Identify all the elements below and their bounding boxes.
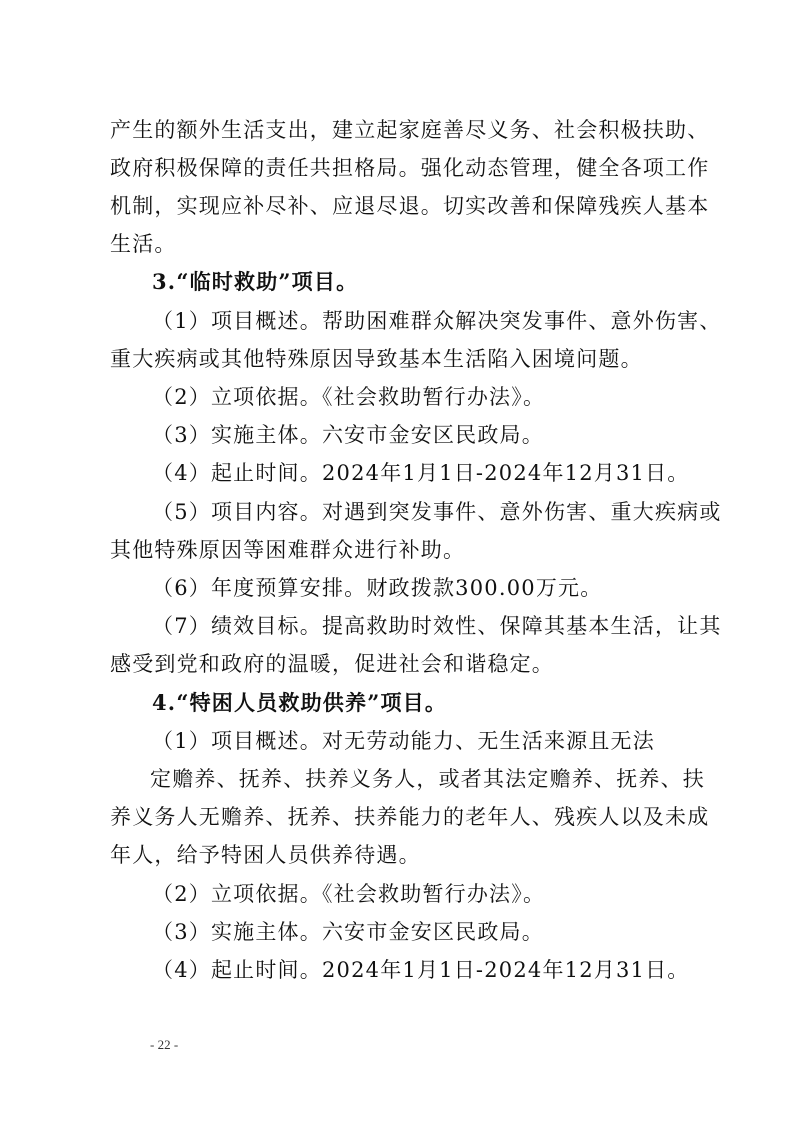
body-text-line: （2）立项依据。《社会救助暂行办法》。 [152, 882, 546, 906]
body-text-line: （4）起止时间。2024年1月1日-2024年12月31日。 [152, 958, 690, 982]
body-text-line: 生活。 [110, 232, 177, 256]
body-text-line: （3）实施主体。六安市金安区民政局。 [152, 920, 544, 944]
body-text-line: 感受到党和政府的温暖，促进社会和谐稳定。 [110, 652, 554, 676]
body-text-line: 产生的额外生活支出，建立起家庭善尽义务、社会积极扶助、 [110, 118, 710, 142]
section-heading: 3.“临时救助”项目。 [152, 269, 359, 294]
section-heading: 4.“特困人员救助供养”项目。 [152, 690, 448, 715]
body-text-line: （1）项目概述。帮助困难群众解决突发事件、意外伤害、 [152, 309, 722, 333]
body-text-line: （2）立项依据。《社会救助暂行办法》。 [152, 385, 546, 409]
body-text-line: （3）实施主体。六安市金安区民政局。 [152, 423, 544, 447]
body-text-line: （6）年度预算安排。财政拨款300.00万元。 [152, 576, 603, 600]
body-text-line: 机制，实现应补尽补、应退尽退。切实改善和保障残疾人基本 [110, 194, 710, 218]
body-text-line: （4）起止时间。2024年1月1日-2024年12月31日。 [152, 461, 690, 485]
body-text-line: （5）项目内容。对遇到突发事件、意外伤害、重大疾病或 [152, 500, 722, 524]
body-text-line: 政府积极保障的责任共担格局。强化动态管理，健全各项工作 [110, 156, 710, 180]
body-text-line: 养义务人无赡养、抚养、扶养能力的老年人、残疾人以及未成 [110, 805, 710, 829]
body-text-line: （1）项目概述。对无劳动能力、无生活来源且无法 [152, 729, 655, 753]
body-text-line: 其他特殊原因等困难群众进行补助。 [110, 538, 466, 562]
body-text-line: 重大疾病或其他特殊原因导致基本生活陷入困境问题。 [110, 347, 643, 371]
body-text-line: 定赡养、抚养、扶养义务人，或者其法定赡养、抚养、扶 [150, 767, 705, 791]
body-text-line: 年人，给予特困人员供养待遇。 [110, 843, 421, 867]
body-text-line: （7）绩效目标。提高救助时效性、保障其基本生活，让其 [152, 614, 722, 638]
page-number: - 22 - [150, 1037, 179, 1052]
